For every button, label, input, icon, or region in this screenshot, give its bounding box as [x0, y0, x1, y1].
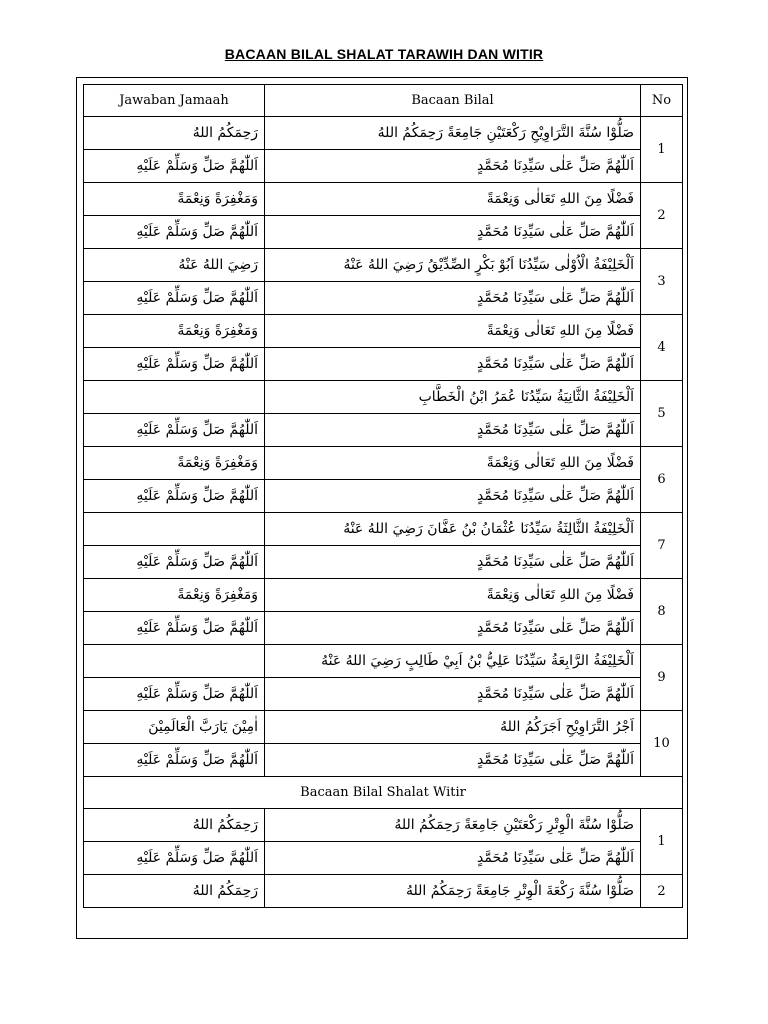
table-header-row: [84, 85, 683, 117]
bacaan-bilal-cell: اَللّٰهُمَّ صَلِّ عَلٰى سَيِّدِنَا مُحَمَّدٍ: [265, 414, 641, 447]
table-row: [84, 678, 683, 711]
jawaban-jamaah-cell: [84, 645, 265, 678]
jawaban-jamaah-cell: [84, 381, 265, 414]
table-row: [84, 875, 683, 908]
jawaban-jamaah-cell: [84, 513, 265, 546]
bacaan-bilal-cell: فَضْلًا مِنَ اللهِ تَعَالٰى وَنِعْمَةً: [265, 447, 641, 480]
bacaan-bilal-cell: اَللّٰهُمَّ صَلِّ عَلٰى سَيِّدِنَا مُحَمَّدٍ: [265, 480, 641, 513]
bacaan-bilal-cell: اَلْخَلِيْفَةُ الثَّالِثَةُ سَيِّدُنَا عُثْمَانُ بْنُ عَفَّانَ رَضِيَ اللهُ عَنْهُ: [265, 513, 641, 546]
row-number-cell: 6: [641, 447, 683, 513]
bacaan-bilal-cell: اَلْخَلِيْفَةُ الرَّابِعَةُ سَيِّدُنَا عَلِيُّ بْنُ اَبِيْ طَالِبٍ رَضِيَ اللهُ عَنْهُ: [265, 645, 641, 678]
bacaan-bilal-cell: اَجْرُ التَّرَاوِيْحِ اَجَرَكُمُ اللهُ: [265, 711, 641, 744]
bacaan-bilal-cell: فَضْلًا مِنَ اللهِ تَعَالٰى وَنِعْمَةً: [265, 315, 641, 348]
jawaban-jamaah-cell: اَللّٰهُمَّ صَلِّ وَسَلِّمْ عَلَيْهِ: [84, 348, 265, 381]
table-row: [84, 842, 683, 875]
row-number-cell: 3: [641, 249, 683, 315]
row-number-cell: 5: [641, 381, 683, 447]
bacaan-bilal-cell: اَلْخَلِيْفَةُ الْاُوْلٰى سَيِّدُنَا اَبُوْ بَكْرٍ الصِّدِّيْقُ رَضِيَ اللهُ عَنْهُ: [265, 249, 641, 282]
jawaban-jamaah-cell: اَللّٰهُمَّ صَلِّ وَسَلِّمْ عَلَيْهِ: [84, 678, 265, 711]
jawaban-jamaah-cell: اَللّٰهُمَّ صَلِّ وَسَلِّمْ عَلَيْهِ: [84, 216, 265, 249]
bacaan-bilal-cell: فَضْلًا مِنَ اللهِ تَعَالٰى وَنِعْمَةً: [265, 579, 641, 612]
row-number-cell: 10: [641, 711, 683, 777]
bacaan-bilal-cell: صَلُّوْا سُنَّةَ الْوِتْرِ رَكْعَتَيْنِ جَامِعَةً رَحِمَكُمُ اللهُ: [265, 809, 641, 842]
row-number-cell: 1: [641, 809, 683, 875]
jawaban-jamaah-cell: وَمَغْفِرَةً وَنِعْمَةً: [84, 579, 265, 612]
row-number-cell: 9: [641, 645, 683, 711]
table-row: [84, 216, 683, 249]
table-row: [84, 711, 683, 744]
table-row: [84, 249, 683, 282]
jawaban-jamaah-cell: وَمَغْفِرَةً وَنِعْمَةً: [84, 315, 265, 348]
table-row: [84, 282, 683, 315]
bacaan-bilal-cell: فَضْلًا مِنَ اللهِ تَعَالٰى وَنِعْمَةً: [265, 183, 641, 216]
bacaan-bilal-cell: اَللّٰهُمَّ صَلِّ عَلٰى سَيِّدِنَا مُحَمَّدٍ: [265, 842, 641, 875]
table-row: [84, 546, 683, 579]
bacaan-bilal-cell: اَللّٰهُمَّ صَلِّ عَلٰى سَيِّدِنَا مُحَمَّدٍ: [265, 150, 641, 183]
header-no: No: [641, 85, 683, 117]
table-row: [84, 183, 683, 216]
bacaan-table: [83, 84, 683, 908]
header-jawaban-jamaah: Jawaban Jamaah: [84, 85, 265, 117]
table-row: [84, 117, 683, 150]
row-number-cell: 4: [641, 315, 683, 381]
row-number-cell: 2: [641, 183, 683, 249]
jawaban-jamaah-cell: اَللّٰهُمَّ صَلِّ وَسَلِّمْ عَلَيْهِ: [84, 612, 265, 645]
table-row: [84, 744, 683, 777]
witir-section-row: [84, 777, 683, 809]
header-bacaan-bilal: Bacaan Bilal: [265, 85, 641, 117]
bacaan-bilal-cell: اَللّٰهُمَّ صَلِّ عَلٰى سَيِّدِنَا مُحَمَّدٍ: [265, 216, 641, 249]
table-row: [84, 480, 683, 513]
row-number-cell: 2: [641, 875, 683, 908]
jawaban-jamaah-cell: اٰمِيْنَ يَارَبَّ الْعَالَمِيْنَ: [84, 711, 265, 744]
jawaban-jamaah-cell: رَحِمَكُمُ اللهُ: [84, 809, 265, 842]
document-title: BACAAN BILAL SHALAT TARAWIH DAN WITIR: [224, 46, 544, 62]
jawaban-jamaah-cell: وَمَغْفِرَةً وَنِعْمَةً: [84, 183, 265, 216]
jawaban-jamaah-cell: وَمَغْفِرَةً وَنِعْمَةً: [84, 447, 265, 480]
row-number-cell: 1: [641, 117, 683, 183]
jawaban-jamaah-cell: اَللّٰهُمَّ صَلِّ وَسَلِّمْ عَلَيْهِ: [84, 546, 265, 579]
jawaban-jamaah-cell: اَللّٰهُمَّ صَلِّ وَسَلِّمْ عَلَيْهِ: [84, 150, 265, 183]
jawaban-jamaah-cell: اَللّٰهُمَّ صَلِّ وَسَلِّمْ عَلَيْهِ: [84, 744, 265, 777]
bacaan-bilal-cell: اَللّٰهُمَّ صَلِّ عَلٰى سَيِّدِنَا مُحَمَّدٍ: [265, 744, 641, 777]
table-row: [84, 381, 683, 414]
jawaban-jamaah-cell: اَللّٰهُمَّ صَلِّ وَسَلِّمْ عَلَيْهِ: [84, 842, 265, 875]
bacaan-bilal-cell: اَلْخَلِيْفَةُ الثَّانِيَةُ سَيِّدُنَا عُمَرُ ابْنُ الْخَطَّابِ: [265, 381, 641, 414]
bacaan-bilal-cell: صَلُّوْا سُنَّةَ رَكْعَةَ الْوِتْرِ جَامِعَةً رَحِمَكُمُ اللهُ: [265, 875, 641, 908]
jawaban-jamaah-cell: اَللّٰهُمَّ صَلِّ وَسَلِّمْ عَلَيْهِ: [84, 282, 265, 315]
bacaan-bilal-cell: اَللّٰهُمَّ صَلِّ عَلٰى سَيِّدِنَا مُحَمَّدٍ: [265, 282, 641, 315]
bacaan-bilal-cell: اَللّٰهُمَّ صَلِّ عَلٰى سَيِّدِنَا مُحَمَّدٍ: [265, 612, 641, 645]
row-number-cell: 8: [641, 579, 683, 645]
witir-section-title: Bacaan Bilal Shalat Witir: [84, 777, 683, 809]
jawaban-jamaah-cell: رَحِمَكُمُ اللهُ: [84, 117, 265, 150]
table-row: [84, 348, 683, 381]
bacaan-bilal-cell: صَلُّوْا سُنَّةَ التَّرَاوِيْحِ رَكْعَتَيْنِ جَامِعَةً رَحِمَكُمُ اللهُ: [265, 117, 641, 150]
table-row: [84, 315, 683, 348]
table-row: [84, 645, 683, 678]
table-row: [84, 513, 683, 546]
table-row: [84, 150, 683, 183]
table-row: [84, 809, 683, 842]
table-row: [84, 414, 683, 447]
jawaban-jamaah-cell: رَحِمَكُمُ اللهُ: [84, 875, 265, 908]
jawaban-jamaah-cell: اَللّٰهُمَّ صَلِّ وَسَلِّمْ عَلَيْهِ: [84, 480, 265, 513]
table-row: [84, 579, 683, 612]
bacaan-bilal-cell: اَللّٰهُمَّ صَلِّ عَلٰى سَيِّدِنَا مُحَمَّدٍ: [265, 678, 641, 711]
jawaban-jamaah-cell: رَضِيَ اللهُ عَنْهُ: [84, 249, 265, 282]
bacaan-bilal-cell: اَللّٰهُمَّ صَلِّ عَلٰى سَيِّدِنَا مُحَمَّدٍ: [265, 546, 641, 579]
table-row: [84, 447, 683, 480]
table-row: [84, 612, 683, 645]
row-number-cell: 7: [641, 513, 683, 579]
jawaban-jamaah-cell: اَللّٰهُمَّ صَلِّ وَسَلِّمْ عَلَيْهِ: [84, 414, 265, 447]
bacaan-bilal-cell: اَللّٰهُمَّ صَلِّ عَلٰى سَيِّدِنَا مُحَمَّدٍ: [265, 348, 641, 381]
